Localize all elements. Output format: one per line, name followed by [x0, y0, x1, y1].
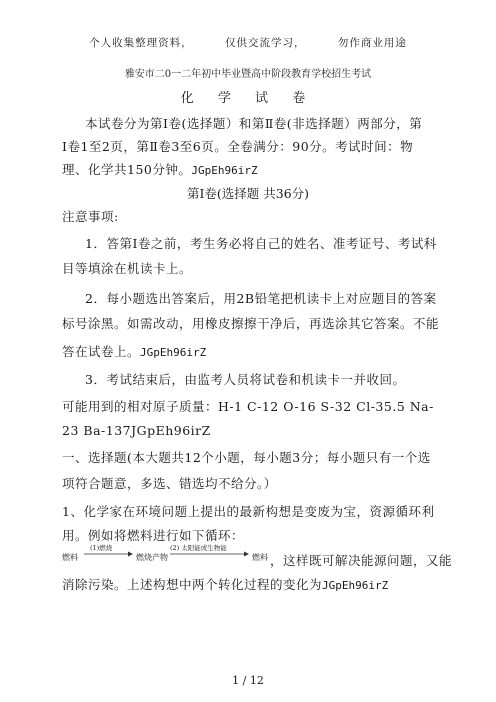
atomic-mass-line-2: 23 Ba-137JGpEh96irZ — [62, 423, 211, 438]
flow-node-fuel-2: 燃料 — [252, 553, 268, 562]
note-2-code: JGpEh96irZ — [140, 346, 207, 359]
flow-arrow-1-label: (1)燃烧 — [90, 544, 113, 552]
header-item-1: 个人收集整理资料， — [89, 37, 193, 49]
choice-intro-line-2: 项符合题意，多选、错选均不给分。） — [62, 476, 277, 491]
page-number: 1 / 12 — [232, 674, 264, 687]
note-1-line-a: 1．答第Ⅰ卷之前，考生务必将自己的姓名、准考证号、考试科 — [85, 236, 437, 251]
flow-arrow-2-label: (2) 太阳能或生物能 — [170, 544, 227, 552]
note-2-line-c — [62, 346, 206, 359]
header-item-2: 仅供交流学习， — [225, 37, 306, 49]
note-2-line-b: 标号涂黑。如需改动，用橡皮擦擦干净后，再选涂其它答案。不能 — [62, 316, 440, 331]
flow-arrow-2-icon — [168, 550, 250, 558]
intro-line-3 — [62, 164, 258, 177]
atomic-mass-line-1: 可能用到的相对原子质量：H-1 C-12 O-16 S-32 Cl-35.5 Na- — [62, 399, 434, 414]
notes-heading: 注意事项: — [62, 209, 119, 224]
question-1-line-3: ，这样既可解决能源问题，又能 — [270, 553, 453, 568]
exam-title: 雅安市二0一二年初中毕业暨高中阶段教育学校招生考试 — [124, 69, 372, 80]
note-2-line-c-text: 答在试卷上。 — [62, 344, 141, 359]
intro-line-2: Ⅰ卷1至2页，第Ⅱ卷3至6页。全卷满分：90分。考试时间：物 — [62, 139, 414, 154]
question-1-line-2: 用。例如将燃料进行如下循环： — [62, 528, 245, 543]
choice-intro-line-1: 一、选择题(本大题共12个小题，每小题3分；每小题只有一个选 — [62, 450, 431, 465]
flow-arrow-1-icon — [82, 550, 134, 558]
question-1-line-1: 1、化学家在环境问题上提出的最新构想是变废为宝，资源循环利 — [62, 504, 435, 519]
intro-line-3-code: JGpEh96irZ — [191, 164, 258, 177]
subject-title: 化 学 试 卷 — [180, 91, 316, 106]
question-1-line-4-text: 消除污染。上述构想中两个转化过程的变化为 — [62, 577, 323, 592]
page-header — [0, 38, 496, 49]
intro-line-3-text: 理、化学共150分钟。 — [62, 162, 192, 177]
note-2-line-a: 2．每小题选出答案后，用2B铅笔把机读卡上对应题目的答案 — [85, 291, 437, 306]
flow-node-fuel-1: 燃料 — [62, 553, 78, 562]
note-1-line-b: 目等填涂在机读卡上。 — [62, 261, 193, 276]
intro-line-1: 本试卷分为第Ⅰ卷(选择题）和第Ⅱ卷(非选择题）两部分，第 — [85, 116, 423, 131]
flow-node-combustion-products: 燃烧产物 — [136, 553, 168, 562]
question-1-code: JGpEh96irZ — [322, 579, 389, 592]
question-1-line-4 — [62, 579, 388, 592]
header-item-3: 勿作商业用途 — [337, 37, 407, 49]
section-1-title: 第Ⅰ卷(选择题 共36分) — [186, 186, 310, 201]
note-3: 3．考试结束后，由监考人员将试卷和机读卡一并收回。 — [85, 372, 406, 387]
